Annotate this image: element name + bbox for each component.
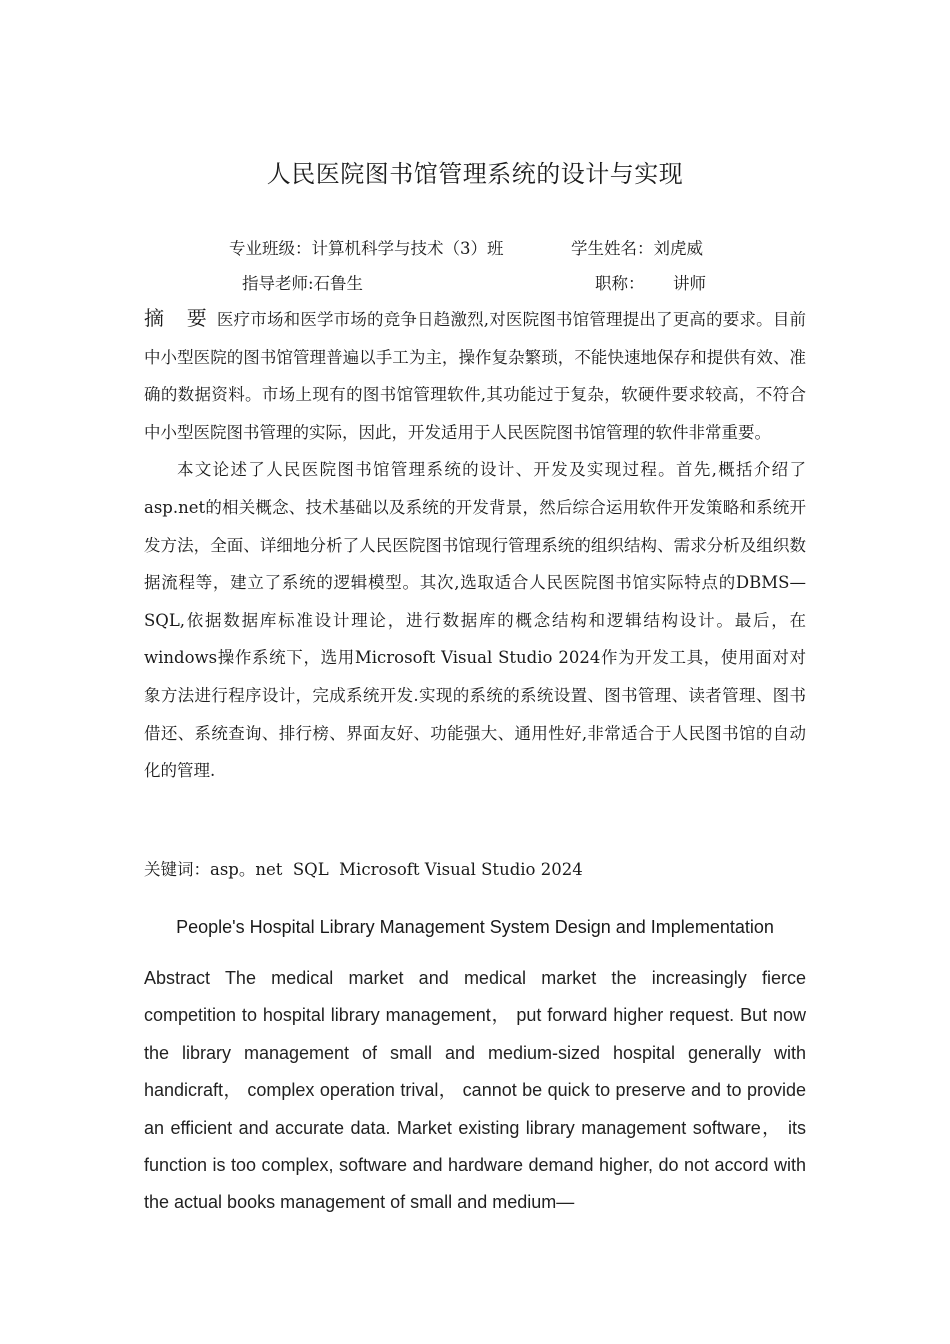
abstract-paragraph-1 xyxy=(144,300,806,451)
abstract-paragraph-1-text: 医疗市场和医学市场的竞争日趋激烈,对医院图书馆管理提出了更高的要求。目前中小型医院的图书馆管理普遍以手工为主，操作复杂繁琐，不能快速地保存和提供有效、准确的数据资料。市场上现有的图书馆管理软件,其功能过于复杂，软硬件要求较高，不符合中小型医院图书管理的实际，因此，开发适用于人民医院图书馆管理的软件非常重要。 xyxy=(144,310,806,442)
english-abstract xyxy=(144,960,806,1222)
keywords: 关键词：asp。net SQL Microsoft Visual Studio 2024 xyxy=(144,860,583,879)
paper-title: 人民医院图书馆管理系统的设计与实现 xyxy=(266,160,684,188)
abstract-label-cn: 摘 要 xyxy=(144,306,215,330)
english-title: People's Hospital Library Management System Design and Implementation xyxy=(176,917,774,937)
english-abstract-paragraph xyxy=(144,960,806,1222)
class-info: 专业班级：计算机科学与技术（3）班 xyxy=(229,239,504,258)
abstract-label-en: Abstract xyxy=(144,968,211,988)
english-abstract-text: The medical market and medical market the increasingly fierce competition to hospital library management， put forward higher request. But now the library management of small and medium-sized hospital generally with handicraft， complex operation trival， cannot be quick to preserve and to provide an efficient and accurate data. Market existing library management software， its function is too complex, software and hardware demand higher, do not accord with the actual books management of small and medium— xyxy=(144,968,806,1213)
advisor-rank-value: 讲师 xyxy=(673,274,706,293)
advisor-rank-label: 职称： xyxy=(595,274,645,293)
student-name: 学生姓名：刘虎威 xyxy=(571,239,703,258)
chinese-abstract xyxy=(144,300,806,790)
advisor-name: 指导老师:石鲁生 xyxy=(242,274,364,293)
abstract-paragraph-2: 本文论述了人民医院图书馆管理系统的设计、开发及实现过程。首先,概括介绍了asp.net的相关概念、技术基础以及系统的开发背景，然后综合运用软件开发策略和系统开发方法，全面、详细地分析了人民医院图书馆现行管理系统的组织结构、需求分析及组织数据流程等，建立了系统的逻辑模型。其次,选取适合人民医院图书馆实际特点的DBMS—SQL,依据数据库标准设计理论，进行数据库的概念结构和逻辑结构设计。最后，在windows操作系统下，选用Microsoft Visual Studio 2024作为开发工具，使用面对对象方法进行程序设计，完成系统开发.实现的系统的系统设置、图书管理、读者管理、图书借还、系统查询、排行榜、界面友好、功能强大、通用性好,非常适合于人民图书馆的自动化的管理. xyxy=(144,460,806,781)
